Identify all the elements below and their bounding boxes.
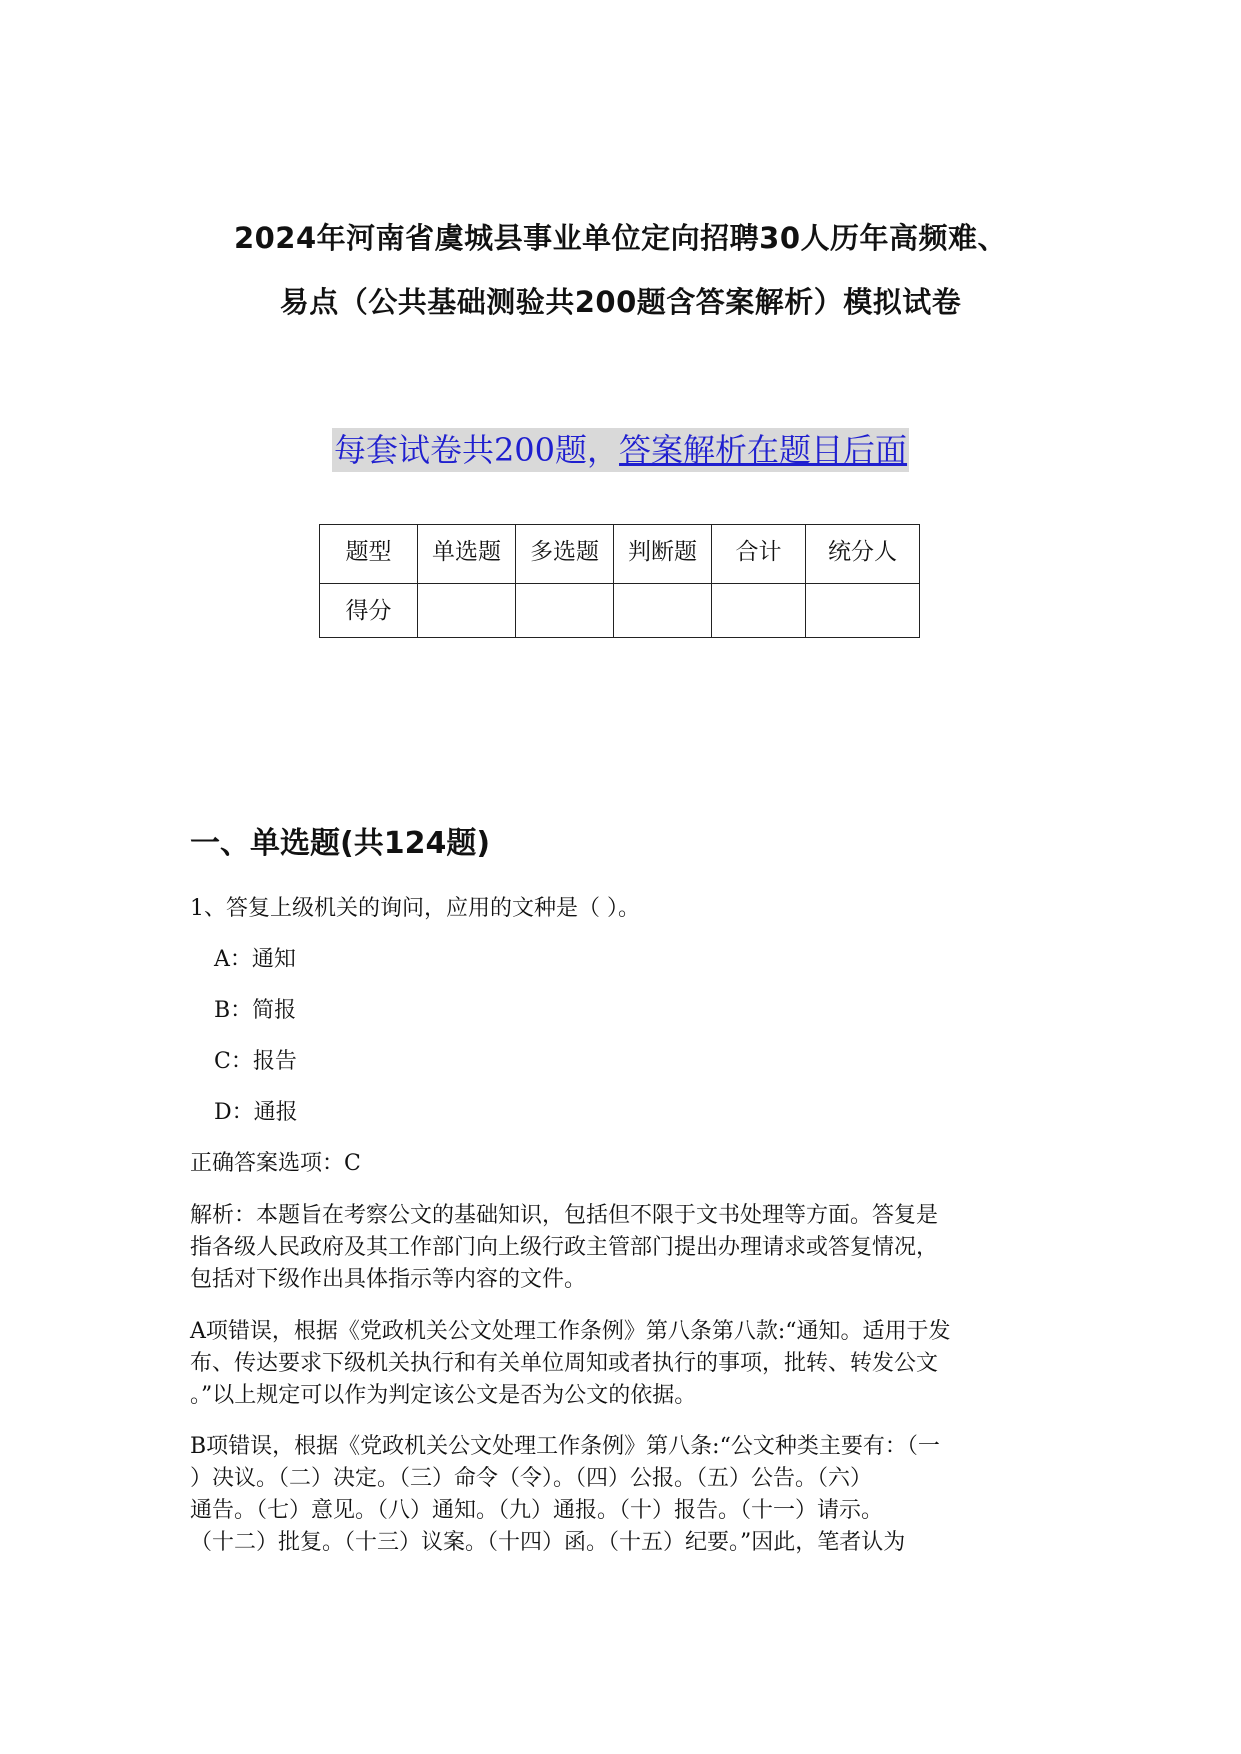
analysis-line: 包括对下级作出具体指示等内容的文件。 [190, 1267, 587, 1292]
score-cell-multiple-choice [516, 584, 614, 638]
explanation-line: （十二）批复。（十三）议案。（十四）函。（十五）纪要。”因此，笔者认为 [190, 1530, 906, 1555]
option-b-explanation [190, 1431, 1050, 1559]
score-cell-total [712, 584, 806, 638]
banner-highlight [332, 428, 909, 472]
score-row-label: 得分 [320, 584, 418, 638]
score-table-score-row [320, 584, 920, 638]
header-cell-total: 合计 [712, 525, 806, 584]
header-cell-multiple-choice: 多选题 [516, 525, 614, 584]
score-table [319, 524, 920, 638]
explanation-line: A项错误，根据《党政机关公文处理工作条例》第八条第八款:“通知。适用于发 [190, 1319, 951, 1344]
correct-answer: 正确答案选项：C [190, 1151, 361, 1176]
explanation-line: 通告。（七）意见。（八）通知。（九）通报。（十）报告。（十一）请示。 [190, 1498, 884, 1523]
analysis-line: 解析：本题旨在考察公文的基础知识，包括但不限于文书处理等方面。答复是 [190, 1203, 939, 1228]
score-cell-true-false [614, 584, 712, 638]
score-cell-scorer [806, 584, 920, 638]
header-cell-single-choice: 单选题 [418, 525, 516, 584]
document-title-line-2: 易点（公共基础测验共200题含答案解析）模拟试卷 [279, 285, 962, 319]
explanation-line: 布、传达要求下级机关执行和有关单位周知或者执行的事项，批转、转发公文 [190, 1351, 939, 1376]
instruction-banner [0, 428, 1241, 472]
analysis-paragraph [190, 1200, 1050, 1296]
banner-text: 每套试卷共200题， [333, 431, 620, 469]
option-a: A：通知 [214, 947, 296, 972]
header-cell-true-false: 判断题 [614, 525, 712, 584]
explanation-line: B项错误，根据《党政机关公文处理工作条例》第八条:“公文种类主要有：（一 [190, 1434, 940, 1459]
explanation-line: 。”以上规定可以作为判定该公文是否为公文的依据。 [190, 1383, 697, 1408]
explanation-line: ）决议。（二）决定。（三）命令（令）。（四）公报。（五）公告。（六） [190, 1466, 873, 1491]
score-table-header-row [320, 525, 920, 584]
analysis-line: 指各级人民政府及其工作部门向上级行政主管部门提出办理请求或答复情况， [190, 1235, 939, 1260]
option-b: B：简报 [214, 998, 297, 1023]
option-a-explanation [190, 1316, 1050, 1412]
answer-location-link[interactable]: 答案解析在题目后面 [619, 431, 908, 469]
score-cell-single-choice [418, 584, 516, 638]
document-title-line-1: 2024年河南省虞城县事业单位定向招聘30人历年高频难、 [233, 221, 1008, 255]
option-d: D：通报 [214, 1100, 298, 1125]
question-stem: 1、答复上级机关的询问，应用的文种是（ ）。 [190, 896, 640, 921]
section-heading: 一、单选题(共124题) [190, 826, 491, 861]
header-cell-scorer: 统分人 [806, 525, 920, 584]
header-cell-type: 题型 [320, 525, 418, 584]
option-c: C：报告 [214, 1049, 297, 1074]
